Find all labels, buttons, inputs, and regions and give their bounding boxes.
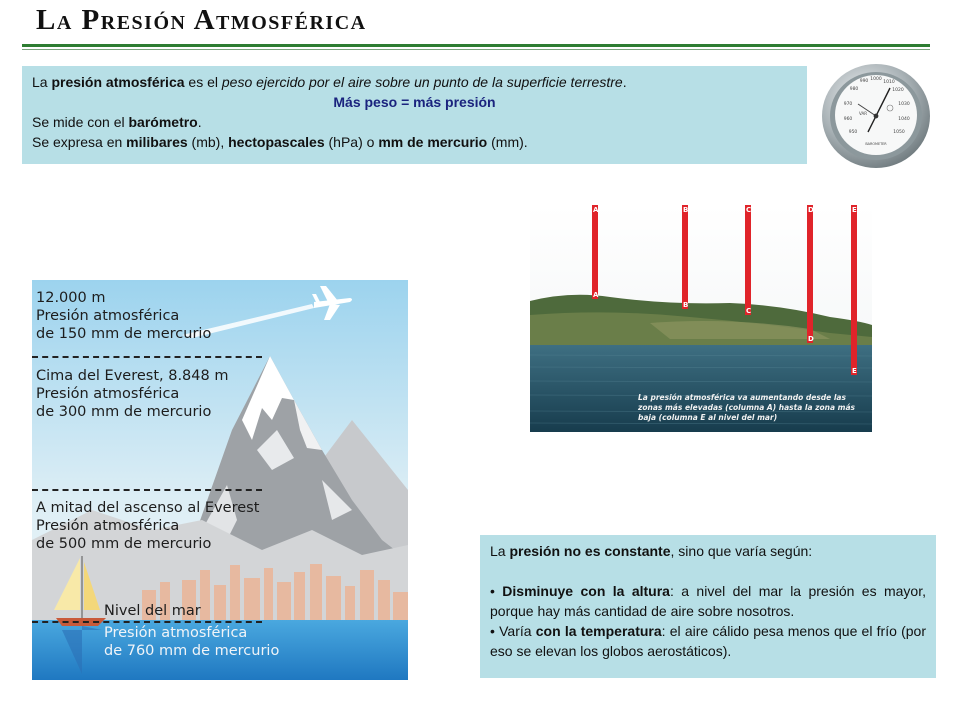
text: (hPa) o [324,134,379,150]
altitude-label-everest-summit: Cima del Everest, 8.848 m Presión atmosférica de 300 mm de mercurio [36,368,229,420]
bullet: • [490,583,503,599]
units-line [32,132,797,152]
tick-label: BAROMETER [865,142,887,146]
tick-label: 970 [843,102,853,107]
altitude-label-sea-level-title: Nivel del mar [104,603,201,619]
altitude-label-12000m: 12.000 m Presión atmosférica de 150 mm de mercurio [36,290,212,342]
tick-label: 960 [843,117,853,122]
definition-line [32,72,797,92]
variation-bullet-altitude [490,581,926,621]
barometer-image [818,60,933,170]
text: es el [184,74,222,90]
altitude-divider [32,621,262,623]
text: : el aire cálido pesa menos que el frío (por eso se elevan los globos aerostáticos). [490,623,926,659]
definition-panel [22,66,807,164]
text: Se expresa en [32,134,127,150]
tick-label: 1000 [870,77,882,82]
column-letter: B [683,301,689,309]
text: (mb), [187,134,229,150]
title-rule-thin [22,49,930,50]
text: . [197,114,202,130]
column-letter: D [808,335,814,343]
bold-term: mm de mercurio [378,134,488,150]
column-letter: A [593,206,599,214]
weight-pressure-rule: Más peso = más presión [333,94,496,110]
text: La [32,74,52,90]
tick-label: VAR [859,111,867,116]
columns-caption: La presión atmosférica va aumentando desde las zonas más elevadas (columna A) hasta la zona más baja (columna E al nivel del mar) [638,393,855,422]
bold-term: hectopascales [228,134,325,150]
tick-label: 1030 [898,102,910,107]
column-letter: C [746,206,752,214]
variation-panel [480,535,936,678]
pressure-columns-figure [530,205,872,432]
bold-term: barómetro [128,114,198,130]
page-title: La Presión Atmosférica [36,4,367,36]
column-letter: B [683,206,689,214]
text: La [490,543,510,559]
variation-intro [490,541,926,561]
bold-term: Disminuye con la altura [502,583,670,599]
bold-term: con la temperatura [535,623,662,639]
bold-term: presión atmosférica [51,74,185,90]
text: (mm). [487,134,528,150]
text: , sino que varía según: [670,543,813,559]
tick-label: 1040 [898,117,910,122]
tick-label: 990 [859,79,869,84]
tick-label: 980 [849,87,859,92]
column-letter: C [746,307,752,315]
altitude-divider [32,356,262,358]
bold-term: presión no es constante [509,543,671,559]
column-letter: E [852,206,857,214]
text: • Varía [490,623,536,639]
text: Se mide con el [32,114,129,130]
tick-label: 950 [848,130,858,135]
measure-line [32,112,797,132]
bold-term: milibares [126,134,188,150]
italic-definition: peso ejercido por el aire sobre un punto de la superficie terrestre [221,74,623,90]
text: : a nivel del mar la presión es mayor, porque hay más cantidad de aire sobre nosotros. [490,583,926,619]
column-letter: A [593,291,599,299]
text: . [622,74,627,90]
column-letter: E [852,367,857,375]
altitude-divider [32,489,262,491]
altitude-pressure-figure [32,280,408,680]
column-letter: D [808,206,814,214]
variation-bullet-temperature [490,621,926,661]
altitude-label-sea-level-body: Presión atmosférica de 760 mm de mercurio [104,625,280,659]
tick-label: 1010 [883,80,895,85]
altitude-label-midway: A mitad del ascenso al Everest Presión atmosférica de 500 mm de mercurio [36,500,260,552]
spacer [490,561,926,581]
title-rule [22,44,930,47]
tick-label: 1050 [893,130,905,135]
tick-label: 1020 [892,88,904,93]
